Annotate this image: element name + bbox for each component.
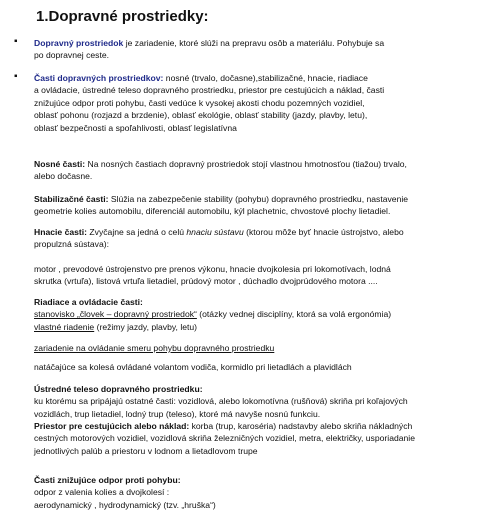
text-line: (otázky vednej disciplíny, ktorá sa volá ergonómia) [196,309,392,320]
text-line: Zvyčajne sa jedná o celú [87,227,187,237]
text-line: motor , prevodové ústrojenstvo pre prenos výkonu, hnacie dvojkolesia pri lokomotívach, lodná [34,264,391,274]
section-stabilizacne [34,193,482,218]
section-hnacie [34,226,482,251]
italic-term: hnaciu sústavu [186,227,244,237]
section-zariadenie-detail [34,361,482,373]
bullet-icon: ▪ [14,71,18,82]
text-line: natáčajúce sa kolesá ovládané volantom vodiča, kormidlo pri lietadlách a plavidlách [34,362,352,372]
text-line: cestných motorových vozidiel, vozidlová skriňa železničných vozidiel, metra, električky, usporiadanie [34,433,415,444]
underlined-line: zariadenie na ovládanie smeru pohybu dopravného prostriedku [34,343,275,353]
page-title: 1.Dopravné prostriedky: [36,8,209,25]
text-line: oblasť bezpečnosti a spoľahlivosti, oblasť legislatívna [34,122,237,133]
section-zariadenie [34,342,482,354]
section-priestor [34,420,482,457]
section-heading: Časti znižujúce odpor proti pohybu: [34,475,181,485]
text-line: propulzná sústava): [34,239,109,250]
term-casti: Časti dopravných prostriedkov: [34,73,164,83]
text-line: Na nosných častiach dopravný prostriedok stojí vlastnou hmotnosťou (tiažou) trvalo, [85,159,407,169]
section-heading: Priestor pre cestujúcich alebo náklad: [34,421,190,431]
text-line: a ovládacie, ústredné teleso dopravného prostriedku, priestor pre cestujúcich a náklad, časti [34,85,385,96]
text-line: alebo dočasne. [34,171,93,182]
text-line: korba (trup, karoséria) nadstavby alebo skriňa nákladných [189,421,413,431]
underlined-term: vlastné riadenie [34,321,95,332]
paragraph-parts [34,72,482,134]
text-line: znižujúce odpor proti pohybu, časti vedúce k vysokej akosti chodu pozemných vozidiel, [34,97,365,108]
text-line: Slúžia na zabezpečenie stability (pohybu) dopravného prostriedku, nastavenie [108,194,409,204]
text-line: oblasť pohonu (rozjazd a brzdenie), oblasť ekológie, oblasť stability (jazdy, plavby, letu), [34,110,368,121]
underlined-term: stanovisko „človek – dopravný prostriedok“ [34,309,197,320]
paragraph-definition [34,37,482,62]
section-heading: Stabilizačné časti: [34,194,109,204]
text-line: ku ktorému sa pripájajú ostatné časti: vozidlová, alebo lokomotívna (rušňová) skriňa pri koľajových [34,396,408,407]
text-line: jednotlivých palúb a priestoru v lodnom a lietadlovom trupe [34,445,258,456]
text-line: aerodynamický , hydrodynamický (tzv. „hruška“) [34,499,216,510]
text-line: skrutka (vrtuľa), listová vrtuľa lietadiel, prúdový motor , dúchadlo dvojprúdového motora .... [34,276,378,287]
section-nosne [34,158,482,183]
section-heading: Nosné časti: [34,159,86,169]
section-heading: Ústredné teleso dopravného prostriedku: [34,384,203,394]
text-line: je zariadenie, ktoré slúži na prepravu osôb a materiálu. Pohybuje sa [123,38,385,48]
text-line: odpor z valenia kolies a dvojkolesí : [34,487,170,498]
section-heading: Hnacie časti: [34,227,88,237]
section-riadiace [34,296,482,333]
section-ustredne [34,383,482,420]
text-line: (ktorou môže byť hnacie ústrojstvo, alebo [243,227,404,237]
text-line: po dopravnej ceste. [34,50,110,61]
term-dopravny-prostriedok: Dopravný prostriedok [34,38,124,48]
section-znizujuce [34,474,482,511]
section-motor [34,263,482,288]
text-line: (režimy jazdy, plavby, letu) [94,321,198,332]
text-line: vozidlách, trup lietadiel, lodný trup (teleso), ktoré má navyše nosnú funkciu. [34,408,321,419]
text-line: nosné (trvalo, dočasne),stabilizačné, hnacie, riadiace [163,73,368,83]
text-line: geometrie kolies automobilu, diferenciál automobilu, kýl plachetnic, chvostové plochy lietadiel. [34,206,391,217]
section-heading: Riadiace a ovládacie časti: [34,297,143,307]
bullet-icon: ▪ [14,36,18,47]
